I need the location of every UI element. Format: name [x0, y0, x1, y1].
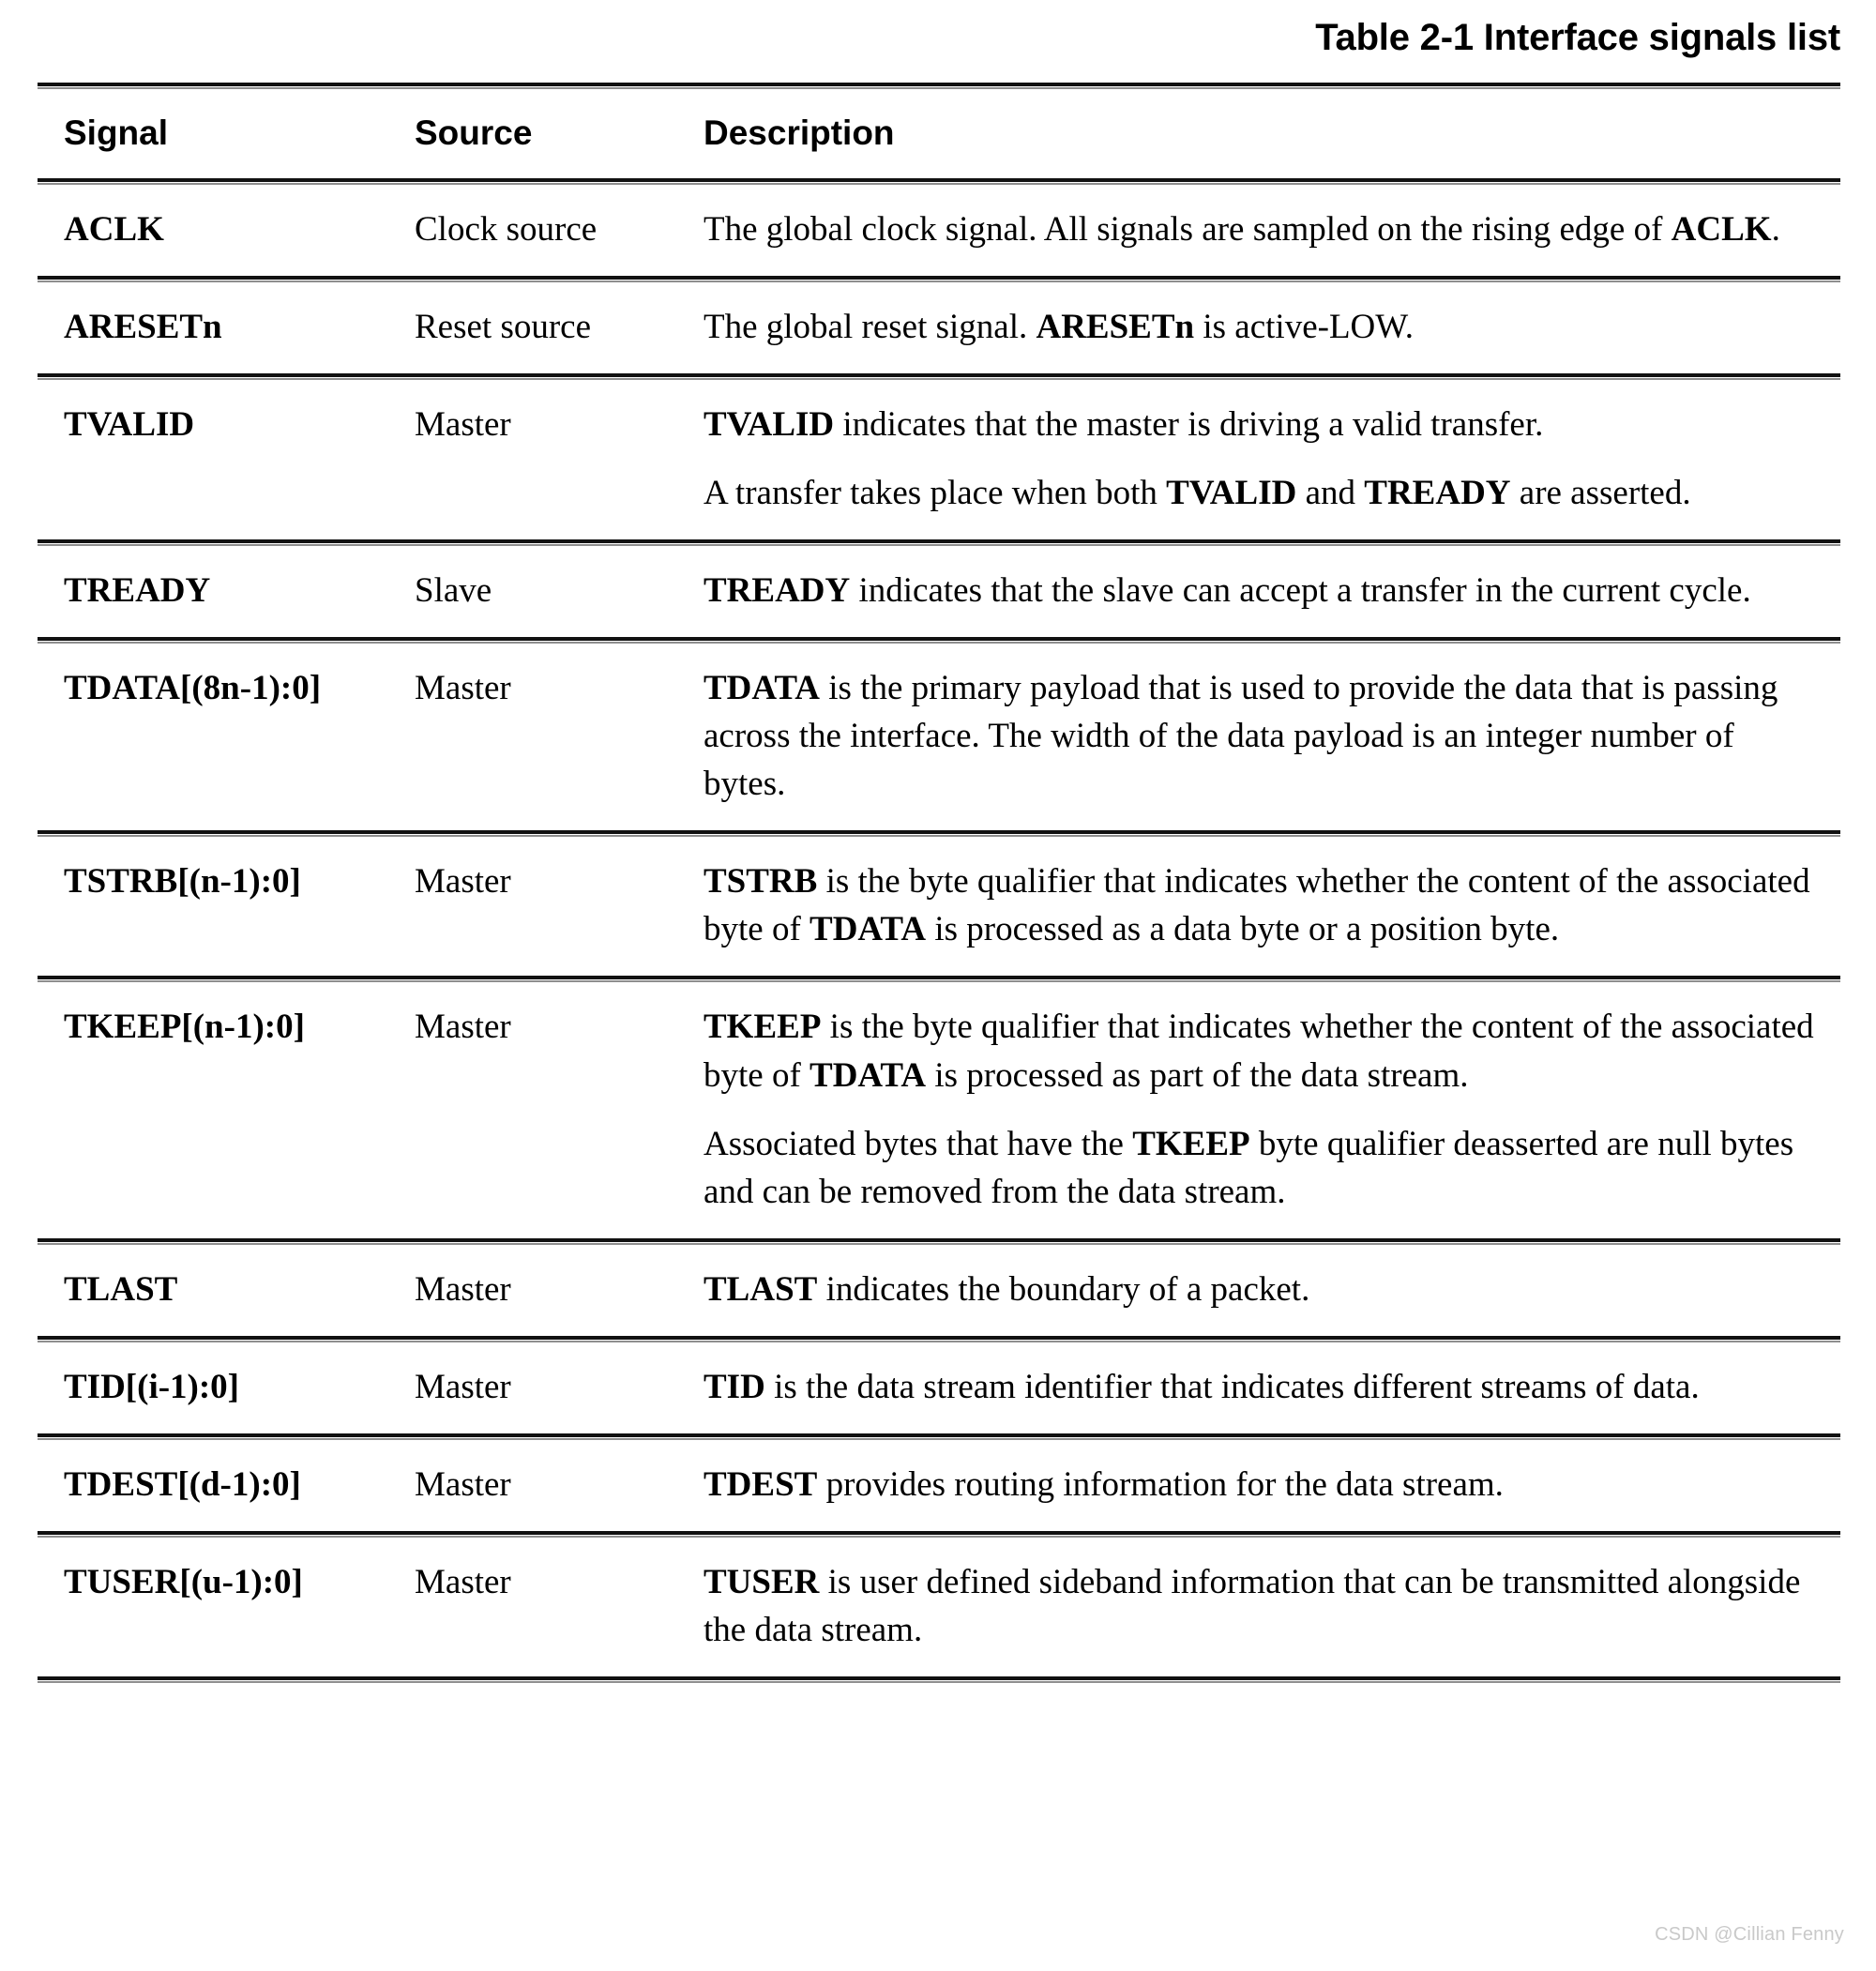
cell-description — [692, 282, 1840, 373]
cell-description — [692, 185, 1840, 276]
cell-signal-name: TREADY — [64, 571, 211, 611]
description-paragraph — [704, 303, 1823, 351]
table-rule — [38, 276, 1840, 282]
table-row — [38, 644, 1840, 830]
signal-name-emphasis: TVALID — [1166, 474, 1297, 513]
description-text: is the primary payload that is used to provide the data that is passing across the interface. The width of the data payload is an integer number of bytes. — [704, 669, 1778, 804]
description-text: indicates the boundary of a packet. — [817, 1269, 1310, 1309]
cell-signal-name: TUSER[(u-1):0] — [64, 1562, 303, 1601]
table-rule — [38, 976, 1840, 982]
table-row — [38, 546, 1840, 637]
cell-source: Master — [415, 1562, 511, 1601]
cell-description — [692, 1440, 1840, 1531]
description-text: is user defined sideband information that can be transmitted alongside the data stream. — [704, 1562, 1801, 1649]
cell-source: Master — [415, 405, 511, 445]
table-row — [38, 282, 1840, 373]
horizontal-rule — [38, 83, 1840, 89]
signal-name-emphasis: TID — [704, 1367, 765, 1406]
table-rule — [38, 1531, 1840, 1538]
table-row — [38, 185, 1840, 276]
description-text: byte qualifier deasserted are null bytes and can be removed from the data stream. — [704, 1124, 1794, 1211]
signal-name-emphasis: ARESETn — [1036, 308, 1195, 347]
description-paragraph — [704, 205, 1823, 253]
signal-name-emphasis: TDATA — [704, 669, 821, 708]
page-title: Table 2-1 Interface signals list — [1315, 17, 1840, 58]
description-paragraph — [704, 857, 1823, 953]
table-rule — [38, 178, 1840, 185]
cell-description — [692, 1245, 1840, 1336]
interface-signals-table — [38, 83, 1840, 1683]
description-text: is active-LOW. — [1194, 308, 1415, 347]
table-rule — [38, 539, 1840, 546]
cell-source: Master — [415, 1367, 511, 1406]
horizontal-rule — [38, 830, 1840, 837]
signal-name-emphasis: TKEEP — [704, 1008, 822, 1047]
description-paragraph — [704, 567, 1823, 614]
description-paragraph — [704, 1003, 1823, 1099]
cell-description — [692, 1538, 1840, 1676]
description-text: is processed as a data byte or a position byte. — [926, 910, 1560, 949]
signal-name-emphasis: TSTRB — [704, 862, 818, 902]
table-rule — [38, 83, 1840, 89]
cell-description — [692, 644, 1840, 830]
column-header-description: Description — [704, 114, 895, 152]
cell-description — [692, 380, 1840, 539]
signal-name-emphasis: TDEST — [704, 1464, 818, 1504]
watermark: CSDN @Cillian Fenny — [1655, 1924, 1844, 1945]
signal-name-emphasis: TKEEP — [1132, 1124, 1250, 1163]
description-text: The global clock signal. All signals are sampled on the rising edge of — [704, 210, 1672, 249]
table-rule — [38, 1238, 1840, 1245]
cell-source: Master — [415, 862, 511, 902]
horizontal-rule — [38, 1531, 1840, 1538]
table-rule — [38, 1676, 1840, 1683]
table-row — [38, 837, 1840, 976]
description-text: indicates that the slave can accept a transfer in the current cycle. — [850, 571, 1751, 611]
cell-signal-name: TDEST[(d-1):0] — [64, 1464, 301, 1504]
cell-source: Master — [415, 669, 511, 708]
description-paragraph — [704, 1266, 1823, 1313]
description-paragraph — [704, 469, 1823, 517]
cell-source: Reset source — [415, 308, 592, 347]
table-row — [38, 982, 1840, 1237]
description-text: indicates that the master is driving a valid transfer. — [834, 405, 1544, 445]
description-text: Associated bytes that have the — [704, 1124, 1133, 1163]
description-paragraph — [704, 1120, 1823, 1216]
cell-source: Master — [415, 1269, 511, 1309]
horizontal-rule — [38, 976, 1840, 982]
cell-signal-name: TVALID — [64, 405, 195, 445]
table-row — [38, 1342, 1840, 1433]
signal-name-emphasis: TDATA — [809, 910, 927, 949]
cell-description — [692, 1342, 1840, 1433]
table-body — [38, 83, 1840, 1683]
horizontal-rule — [38, 1676, 1840, 1683]
description-paragraph — [704, 1363, 1823, 1411]
horizontal-rule — [38, 276, 1840, 282]
table-row — [38, 1538, 1840, 1676]
description-text: A transfer takes place when both — [704, 474, 1167, 513]
description-text: is the data stream identifier that indicates different streams of data. — [764, 1367, 1700, 1406]
cell-signal-name: ACLK — [64, 210, 164, 249]
description-text: . — [1771, 210, 1780, 249]
cell-signal-name: TKEEP[(n-1):0] — [64, 1008, 305, 1047]
description-paragraph — [704, 1558, 1823, 1654]
signal-name-emphasis: TDATA — [809, 1055, 927, 1095]
table-rule — [38, 830, 1840, 837]
table-row — [38, 1440, 1840, 1531]
table-header-row — [38, 89, 1840, 178]
horizontal-rule — [38, 373, 1840, 380]
description-text: is the byte qualifier that indicates whether the content of the associated byte of — [704, 1008, 1814, 1095]
signal-name-emphasis: TLAST — [704, 1269, 818, 1309]
cell-description — [692, 982, 1840, 1237]
table-rule — [38, 373, 1840, 380]
cell-source: Clock source — [415, 210, 598, 249]
cell-signal-name: ARESETn — [64, 308, 222, 347]
cell-description — [692, 546, 1840, 637]
signal-name-emphasis: ACLK — [1671, 210, 1772, 249]
horizontal-rule — [38, 1238, 1840, 1245]
horizontal-rule — [38, 1336, 1840, 1342]
cell-signal-name: TDATA[(8n-1):0] — [64, 669, 322, 708]
description-text: provides routing information for the data stream. — [817, 1464, 1504, 1504]
description-text: is the byte qualifier that indicates whether the content of the associated byte of — [704, 862, 1810, 949]
description-paragraph — [704, 1461, 1823, 1509]
signal-name-emphasis: TUSER — [704, 1562, 820, 1601]
signal-name-emphasis: TREADY — [1364, 474, 1511, 513]
description-text: and — [1296, 474, 1365, 513]
table-rule — [38, 637, 1840, 644]
signal-name-emphasis: TREADY — [704, 571, 851, 611]
description-paragraph — [704, 401, 1823, 448]
description-paragraph — [704, 664, 1823, 808]
table-rule — [38, 1336, 1840, 1342]
table-row — [38, 380, 1840, 539]
description-text: is processed as part of the data stream. — [926, 1055, 1469, 1095]
signals-table-container — [38, 83, 1840, 1683]
cell-description — [692, 837, 1840, 976]
description-text: are asserted. — [1510, 474, 1691, 513]
horizontal-rule — [38, 539, 1840, 546]
column-header-source: Source — [415, 114, 533, 152]
cell-source: Slave — [415, 571, 492, 611]
column-header-signal: Signal — [64, 114, 169, 152]
description-text: The global reset signal. — [704, 308, 1036, 347]
signal-name-emphasis: TVALID — [704, 405, 835, 445]
table-rule — [38, 1433, 1840, 1440]
cell-signal-name: TSTRB[(n-1):0] — [64, 862, 301, 902]
table-row — [38, 1245, 1840, 1336]
horizontal-rule — [38, 1433, 1840, 1440]
horizontal-rule — [38, 637, 1840, 644]
cell-source: Master — [415, 1008, 511, 1047]
cell-signal-name: TID[(i-1):0] — [64, 1367, 240, 1406]
cell-signal-name: TLAST — [64, 1269, 178, 1309]
horizontal-rule — [38, 178, 1840, 185]
cell-source: Master — [415, 1464, 511, 1504]
